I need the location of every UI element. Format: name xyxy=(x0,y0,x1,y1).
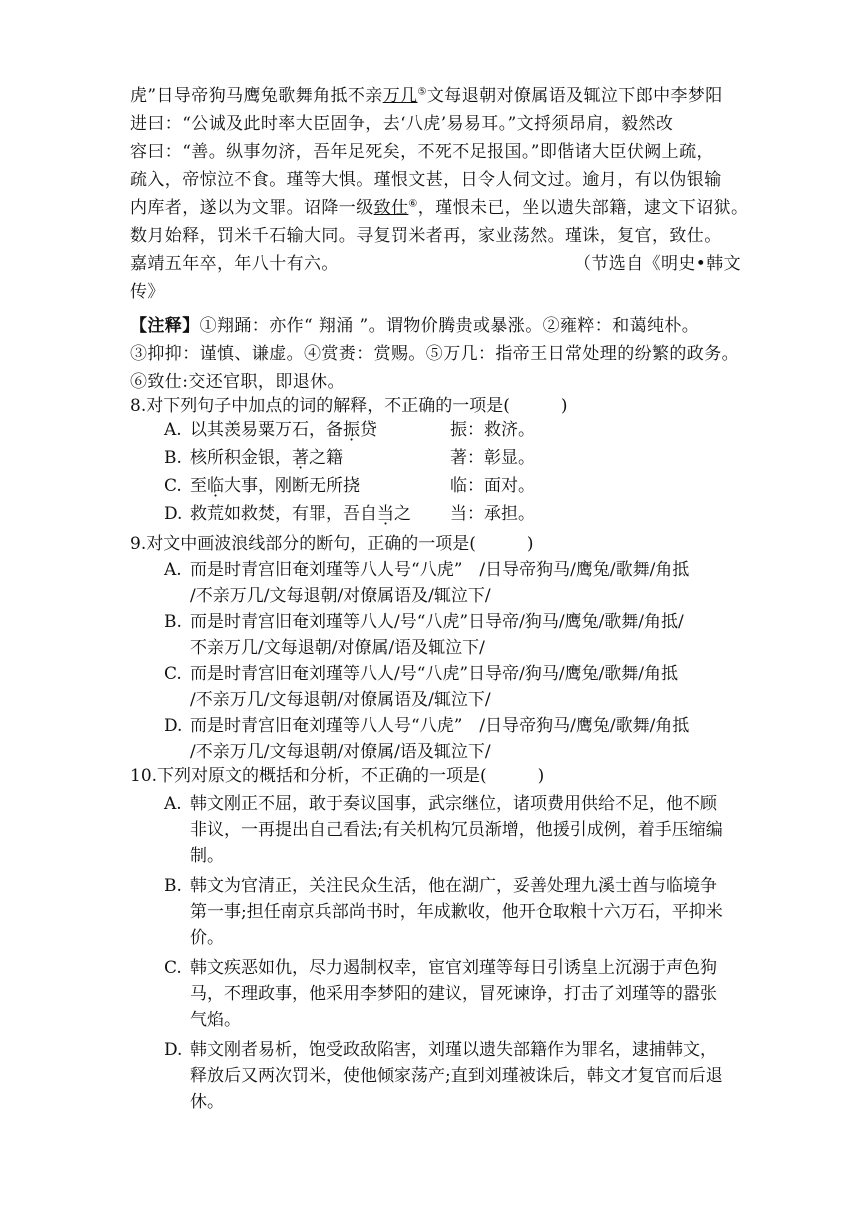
notes-heading: 【注释】 xyxy=(130,316,200,336)
option-text: 韩文为官清正，关注民众生活，他在湖广，妥善处理九溪士酋与临境争 xyxy=(190,876,717,896)
option-text: 大事，刚断无所挠 xyxy=(224,476,360,496)
passage-text: ，瑾恨未已，坐以遗失部籍，逮文下诏狱。 xyxy=(417,198,749,218)
question-8-stem: 8.对下列句子中加点的词的解释，不正确的一项是( ) xyxy=(130,396,568,416)
q8-gloss-d: 当：承担。 xyxy=(450,504,535,524)
q9-option-a-cont: /不亲万几/文每退朝/对僚属语及/辄泣下/ xyxy=(190,586,491,606)
q8-option-a[interactable] xyxy=(164,418,377,442)
q9-option-c[interactable] xyxy=(164,662,678,686)
option-label: A. xyxy=(164,560,182,580)
passage-text: 内库者，遂以为文罪。诏降一级 xyxy=(130,198,374,218)
option-label: C. xyxy=(164,476,182,496)
passage-text: 文每退朝对僚属语及辄泣下郎中李梦阳 xyxy=(426,86,723,106)
underlined-term: 万几 xyxy=(382,86,418,106)
q10-option-c[interactable] xyxy=(164,956,717,980)
notes-line-2: ③抑抑：谨慎、谦虚。④赏赉：赏赐。⑤万几：指帝王日常处理的纷繁的政务。 xyxy=(130,344,739,364)
passage-line-1 xyxy=(130,84,723,108)
option-label: D. xyxy=(164,716,183,736)
option-text: 核所积金银， xyxy=(190,448,292,468)
passage-text: 虎”日导帝狗马鹰兔歌舞角抵不亲 xyxy=(130,86,383,106)
option-label: D. xyxy=(164,504,183,524)
q8-option-b[interactable] xyxy=(164,446,343,470)
option-label: D. xyxy=(164,1040,183,1060)
q10-option-d[interactable] xyxy=(164,1038,717,1062)
option-text: 至 xyxy=(190,476,207,496)
option-label: B. xyxy=(164,876,182,896)
q9-option-a[interactable] xyxy=(164,558,689,582)
passage-line-3: 容曰：“善。纵事勿济，吾年足死矣，不死不足报国。”即偕诸大臣伏阙上疏， xyxy=(130,142,714,162)
passage-line-7 xyxy=(130,252,742,276)
option-label: A. xyxy=(164,794,182,814)
option-text: 而是时青宫旧奄刘瑾等八人号“八虎” /日导帝狗马/鹰兔/歌舞/角抵 xyxy=(190,560,690,580)
q9-option-c-cont: /不亲万几/文每退朝/对僚属语及/辄泣下/ xyxy=(190,690,491,710)
q10-option-a[interactable] xyxy=(164,792,717,816)
question-10-stem: 10.下列对原文的概括和分析，不正确的一项是( ) xyxy=(130,766,545,786)
option-text: 之籍 xyxy=(309,448,343,468)
q8-option-c[interactable] xyxy=(164,474,360,498)
q10-option-b-line-2: 第一事;担任南京兵部尚书时，年成歉收，他开仓取粮十六万石，平抑米 xyxy=(190,902,723,922)
q9-option-b[interactable] xyxy=(164,610,684,634)
footnote-marker: ⑤ xyxy=(417,86,427,98)
q9-option-b-cont: 不亲万几/文每退朝/对僚属/语及辄泣下/ xyxy=(190,638,485,658)
option-text: 而是时青宫旧奄刘瑾等八人/号“八虎”日导帝/狗马/鹰兔/歌舞/角抵/ xyxy=(190,612,684,632)
source-citation: （节选自《明史•韩文 xyxy=(574,254,742,274)
q10-option-b-line-3: 价。 xyxy=(190,928,224,948)
notes-line-1 xyxy=(130,314,699,338)
option-label: C. xyxy=(164,958,182,978)
q10-option-d-line-3: 休。 xyxy=(190,1092,224,1112)
q8-gloss-b: 著：彰显。 xyxy=(450,448,535,468)
option-label: B. xyxy=(164,448,182,468)
notes-text: ①翔踊：亦作“ 翔涌 ”。谓物价腾贵或暴涨。②雍粹：和蔼纯朴。 xyxy=(199,316,700,336)
q9-option-d-cont: /不亲万几/文每退朝/对僚属/语及辄泣下/ xyxy=(190,742,491,762)
passage-line-2: 进曰：“公诚及此时率大臣固争，去‘八虎’易易耳。”文捋须昂肩，毅然改 xyxy=(130,114,674,134)
option-text: 韩文刚正不屈，敢于奏议国事，武宗继位，诸项费用供给不足，他不顾 xyxy=(190,794,717,814)
option-text: 韩文刚者易析，饱受政敌陷害，刘瑾以遗失部籍作为罪名，逮捕韩文， xyxy=(190,1040,717,1060)
option-text: 而是时青宫旧奄刘瑾等八人/号“八虎”日导帝/狗马/鹰兔/歌舞/角抵 xyxy=(190,664,679,684)
underlined-term: 致仕 xyxy=(373,198,409,218)
q8-gloss-c: 临：面对。 xyxy=(450,476,535,496)
q10-option-a-line-2: 非议，一再提出自己看法;有关机构冗员渐增，他援引成例，着手压缩编 xyxy=(190,820,723,840)
q8-option-d[interactable] xyxy=(164,502,411,526)
q10-option-c-line-3: 气焰。 xyxy=(190,1010,241,1030)
passage-line-4: 疏入，帝惊泣不食。瑾等大惧。瑾恨文甚，日令人伺文过。逾月，有以伪银输 xyxy=(130,170,722,190)
option-label: C. xyxy=(164,664,182,684)
dotted-word: 临 xyxy=(207,476,224,496)
passage-text: 嘉靖五年卒，年八十有六。 xyxy=(130,254,339,274)
option-text: 救荒如救焚，有罪，吾自 xyxy=(190,504,377,524)
dotted-word: 著 xyxy=(292,448,309,468)
option-text: 以其羡易粟万石，备 xyxy=(190,420,343,440)
dotted-word: 振 xyxy=(343,420,360,440)
passage-line-6: 数月始释，罚米千石输大同。寻复罚米者再，家业荡然。瑾诛，复官，致仕。 xyxy=(130,226,722,246)
option-label: B. xyxy=(164,612,182,632)
option-text: 贷 xyxy=(360,420,377,440)
option-text: 之 xyxy=(394,504,411,524)
question-9-stem: 9.对文中画波浪线部分的断句，正确的一项是( ) xyxy=(130,534,534,554)
passage-line-5 xyxy=(130,196,748,220)
notes-line-3: ⑥致仕:交还官职，即退休。 xyxy=(130,372,345,392)
passage-line-8: 传》 xyxy=(130,282,165,302)
option-text: 而是时青宫旧奄刘瑾等八人号“八虎” /日导帝狗马/鹰兔/歌舞/角抵 xyxy=(190,716,690,736)
q10-option-a-line-3: 制。 xyxy=(190,846,224,866)
q10-option-d-line-2: 释放后又两次罚米，使他倾家荡产;直到刘瑾被诛后，韩文才复官而后退 xyxy=(190,1066,723,1086)
q10-option-c-line-2: 马，不理政事，他采用李梦阳的建议，冒死谏诤，打击了刘瑾等的嚣张 xyxy=(190,984,717,1004)
option-label: A. xyxy=(164,420,182,440)
dotted-word: 当 xyxy=(377,504,394,524)
q8-gloss-a: 振：救济。 xyxy=(450,420,535,440)
option-text: 韩文疾恶如仇，尽力遏制权幸，宦官刘瑾等每日引诱皇上沉溺于声色狗 xyxy=(190,958,717,978)
q10-option-b[interactable] xyxy=(164,874,717,898)
q9-option-d[interactable] xyxy=(164,714,689,738)
footnote-marker: ⑥ xyxy=(408,198,418,210)
